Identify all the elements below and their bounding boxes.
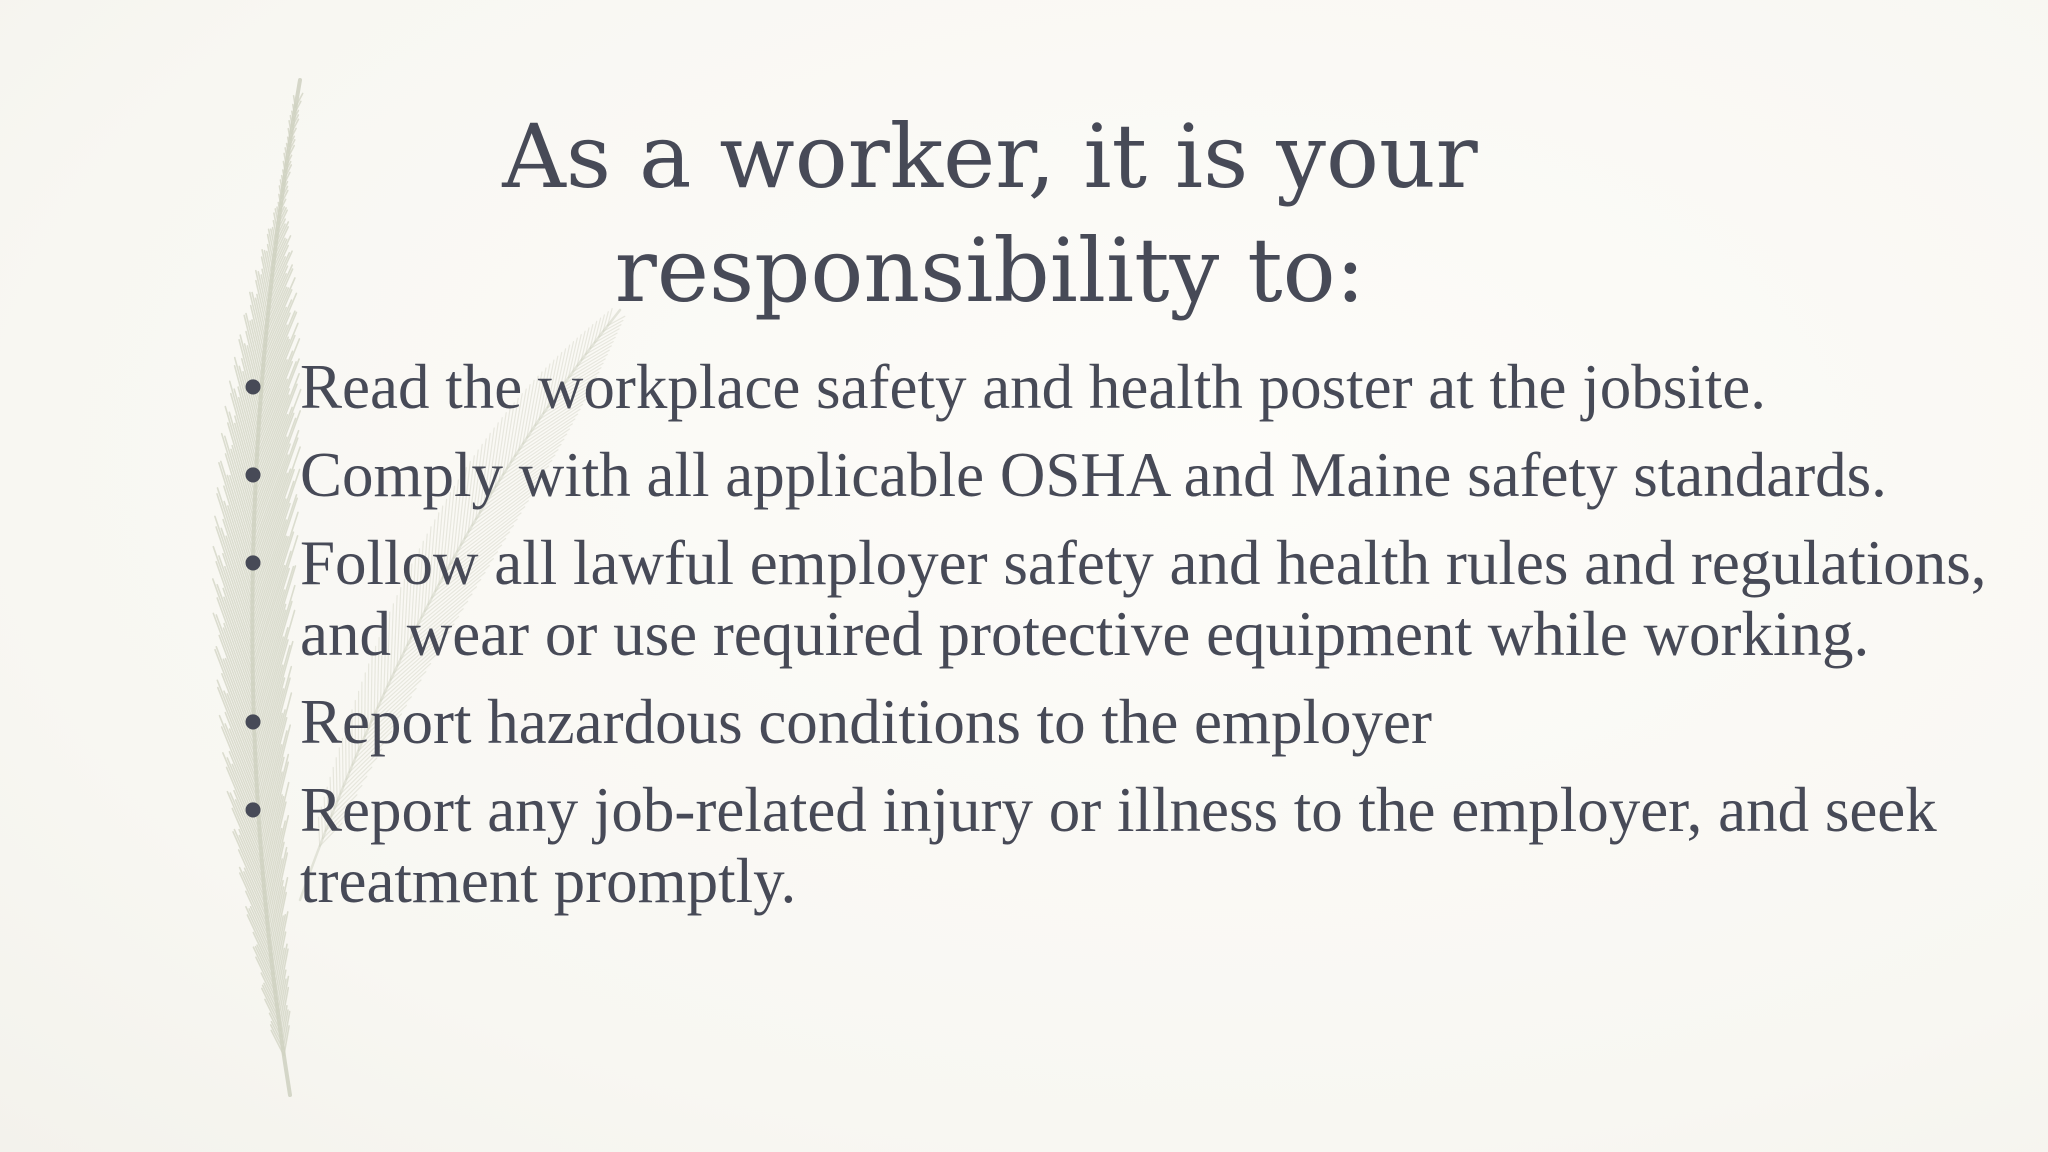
bullet-text: Read the workplace safety and health poster at the jobsite. bbox=[300, 352, 1766, 422]
bullet-text: Report any job-related injury or illness to the employer, and seek treatment promptly. bbox=[300, 775, 1937, 916]
bullet-marker: • bbox=[242, 440, 265, 510]
bullet-list bbox=[242, 352, 2012, 934]
bullet-item bbox=[242, 775, 2012, 917]
bullet-item bbox=[242, 440, 2012, 511]
bullet-item bbox=[242, 687, 2012, 758]
bullet-text: Follow all lawful employer safety and health rules and regulations, and wear or use required protective equipment while working. bbox=[300, 528, 1987, 669]
bullet-text: Comply with all applicable OSHA and Maine safety standards. bbox=[300, 440, 1887, 510]
bullet-marker: • bbox=[242, 775, 265, 845]
bullet-marker: • bbox=[242, 687, 265, 757]
bullet-item bbox=[242, 528, 2012, 670]
bullet-text: Report hazardous conditions to the employer bbox=[300, 687, 1432, 757]
bullet-item bbox=[242, 352, 2012, 423]
slide-title: As a worker, it is your responsibility to: bbox=[502, 105, 1478, 322]
bullet-marker: • bbox=[242, 352, 265, 422]
bullet-marker: • bbox=[242, 528, 265, 598]
